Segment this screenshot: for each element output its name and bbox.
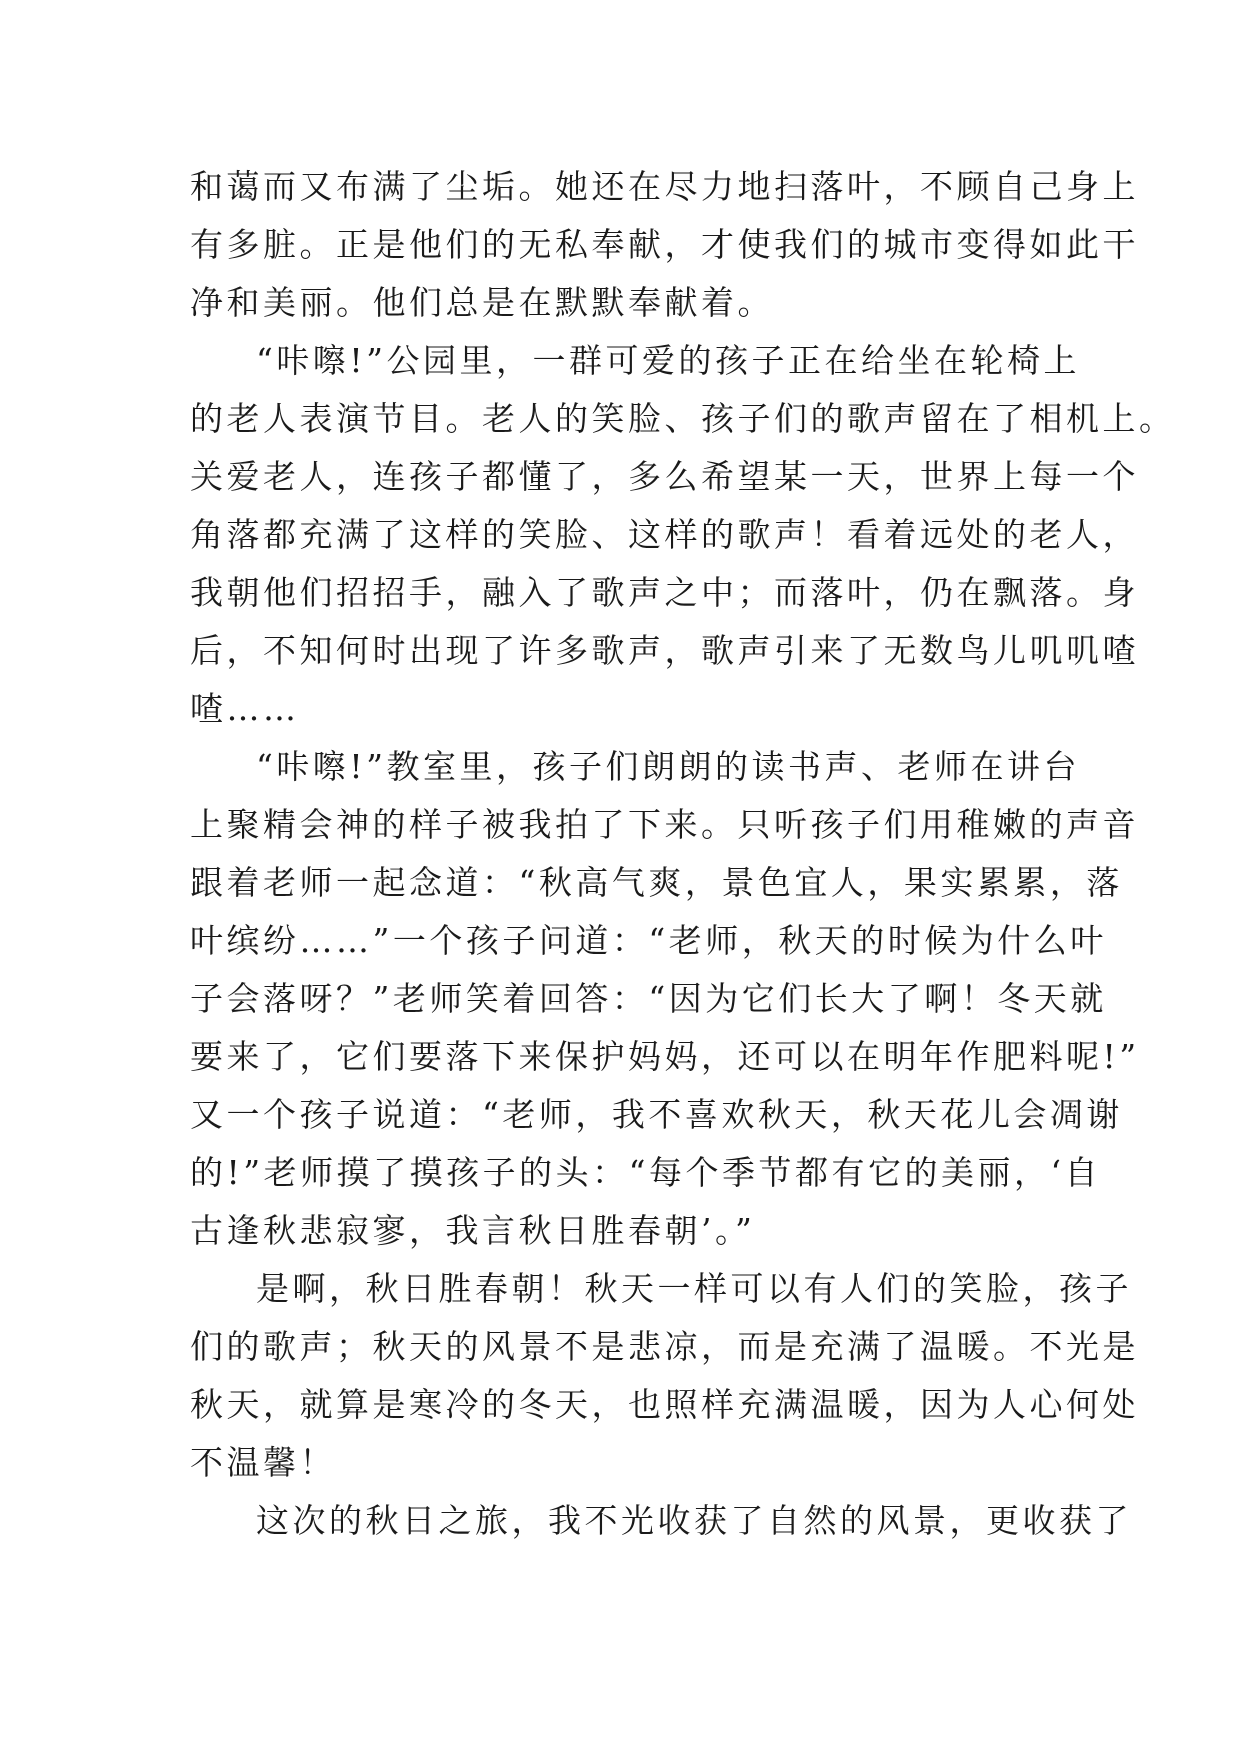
text-line: 和蔼而又布满了尘垢。她还在尽力地扫落叶，不顾自己身上 xyxy=(190,167,1139,206)
text-line: 上聚精会神的样子被我拍了下来。只听孩子们用稚嫩的声音 xyxy=(190,805,1139,844)
text-line: 我朝他们招招手，融入了歌声之中；而落叶，仍在飘落。身 xyxy=(190,573,1139,612)
text-line: 后，不知何时出现了许多歌声，歌声引来了无数鸟儿叽叽喳 xyxy=(190,631,1139,670)
text-line: 们的歌声；秋天的风景不是悲凉，而是充满了温暖。不光是 xyxy=(190,1327,1139,1366)
text-line: 的!”老师摸了摸孩子的头：“每个季节都有它的美丽，‘自 xyxy=(190,1153,1101,1192)
text-line: 净和美丽。他们总是在默默奉献着。 xyxy=(190,283,774,322)
text-line: 秋天，就算是寒冷的冬天，也照样充满温暖，因为人心何处 xyxy=(190,1385,1139,1424)
paragraph-start-line: “咔嚓!”教室里，孩子们朗朗的读书声、老师在讲台 xyxy=(256,747,1081,786)
text-line: 子会落呀？”老师笑着回答：“因为它们长大了啊！冬天就 xyxy=(190,979,1107,1018)
text-line: 不温馨！ xyxy=(190,1443,336,1482)
essay-text xyxy=(190,158,1176,1550)
paragraph-start-line: 这次的秋日之旅，我不光收获了自然的风景，更收获了 xyxy=(256,1501,1132,1540)
text-line: 叶缤纷……”一个孩子问道：“老师，秋天的时候为什么叶 xyxy=(190,921,1107,960)
text-line: 又一个孩子说道：“老师，我不喜欢秋天，秋天花儿会凋谢 xyxy=(190,1095,1123,1134)
text-line: 的老人表演节目。老人的笑脸、孩子们的歌声留在了相机上。 xyxy=(190,399,1176,438)
text-line: 要来了，它们要落下来保护妈妈，还可以在明年作肥料呢!” xyxy=(190,1037,1140,1076)
text-line: 古逢秋悲寂寥，我言秋日胜春朝’。” xyxy=(190,1211,756,1250)
text-line: 角落都充满了这样的笑脸、这样的歌声！看着远处的老人， xyxy=(190,515,1139,554)
text-line: 有多脏。正是他们的无私奉献，才使我们的城市变得如此干 xyxy=(190,225,1139,264)
text-line: 关爱老人，连孩子都懂了，多么希望某一天，世界上每一个 xyxy=(190,457,1139,496)
text-line: 跟着老师一起念道：“秋高气爽，景色宜人，果实累累，落 xyxy=(190,863,1123,902)
paragraph-start-line: 是啊，秋日胜春朝！秋天一样可以有人们的笑脸，孩子 xyxy=(256,1269,1132,1308)
paragraph-start-line: “咔嚓!”公园里，一群可爱的孩子正在给坐在轮椅上 xyxy=(256,341,1081,380)
text-line: 喳…… xyxy=(190,689,300,728)
